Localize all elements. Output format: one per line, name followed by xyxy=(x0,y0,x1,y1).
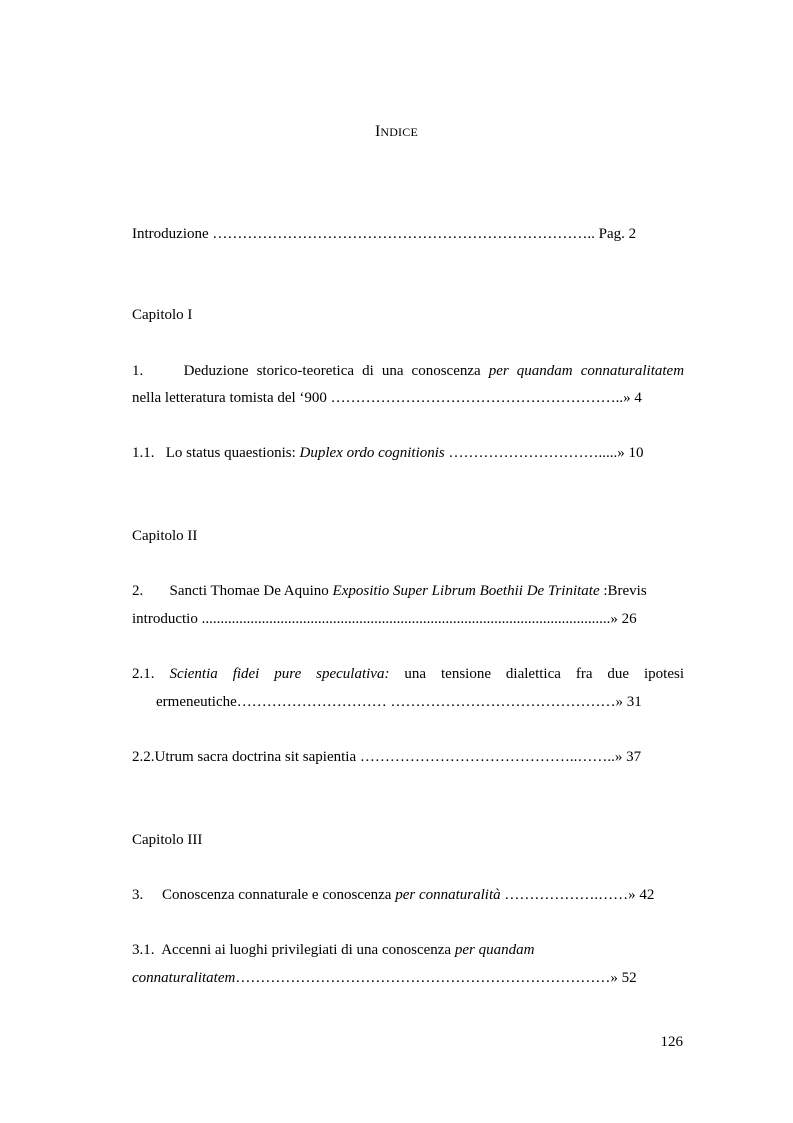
toc-entry-1-line2: nella letteratura tomista del ‘900 …………………………………………………..» 4 xyxy=(132,390,642,406)
toc-entry-2-line1 xyxy=(132,582,684,600)
entry-number: 2.1. xyxy=(132,666,155,682)
title-initial: I xyxy=(375,123,381,140)
entry-italic-text: Expositio Super Librum Boethii De Trinitate xyxy=(332,583,600,599)
toc-entry-introduzione: Introduzione ………………………………………………………………….. Pag. 2 xyxy=(132,226,637,242)
entry-tail-text: :Brevis xyxy=(603,583,647,599)
title-rest: NDICE xyxy=(380,125,418,139)
entry-text: Conoscenza connaturale e conoscenza xyxy=(162,887,392,903)
toc-entry-3-1-line1 xyxy=(132,941,684,959)
entry-text: Deduzione storico-teoretica di una conoscenza xyxy=(183,363,481,379)
toc-entry-2-1-line1 xyxy=(132,665,684,683)
toc-entry-2-2: 2.2.Utrum sacra doctrina sit sapientia ……………………………………..……..» 37 xyxy=(132,749,642,765)
toc-entry-1-line1 xyxy=(132,362,684,380)
entry-italic-text: per quandam xyxy=(454,942,535,958)
entry-leader-page: …………………………………………………………………» 52 xyxy=(235,970,637,986)
entry-italic-text: per quandam connaturalitatem xyxy=(488,363,684,379)
chapter-heading-2: Capitolo II xyxy=(132,528,198,544)
entry-text: Accenni ai luoghi privilegiati di una conoscenza xyxy=(161,942,452,958)
entry-italic-text: Scientia fidei pure speculativa: xyxy=(169,666,390,682)
entry-number: 2. xyxy=(132,583,144,599)
entry-number: 1.1. xyxy=(132,445,155,461)
page-title xyxy=(0,123,793,141)
entry-leader-page: ……………….……» 42 xyxy=(504,887,655,903)
toc-entry-2-line2: introductio .............................................................................................................» 26 xyxy=(132,611,637,627)
toc-entry-2-1-line2: ermeneutiche………………………… ………………………………………» 31 xyxy=(156,694,642,710)
entry-text: Sancti Thomae De Aquino xyxy=(169,583,329,599)
entry-text: una tensione dialettica fra due ipotesi xyxy=(404,666,684,682)
chapter-heading-1: Capitolo I xyxy=(132,307,193,323)
page-number: 126 xyxy=(660,1034,683,1050)
entry-text: Lo status quaestionis: xyxy=(165,445,296,461)
entry-italic-text: Duplex ordo cognitionis xyxy=(299,445,445,461)
entry-italic-text: per connaturalità xyxy=(395,887,501,903)
entry-italic-text: connaturalitatem xyxy=(132,970,236,986)
entry-number: 1. xyxy=(132,363,144,379)
entry-leader-page: ………………………….....» 10 xyxy=(448,445,644,461)
chapter-heading-3: Capitolo III xyxy=(132,832,203,848)
entry-number: 3.1. xyxy=(132,942,155,958)
entry-number: 3. xyxy=(132,887,144,903)
toc-entry-3-1-line2 xyxy=(132,969,684,987)
toc-entry-1-1 xyxy=(132,444,684,462)
toc-entry-3 xyxy=(132,886,684,904)
